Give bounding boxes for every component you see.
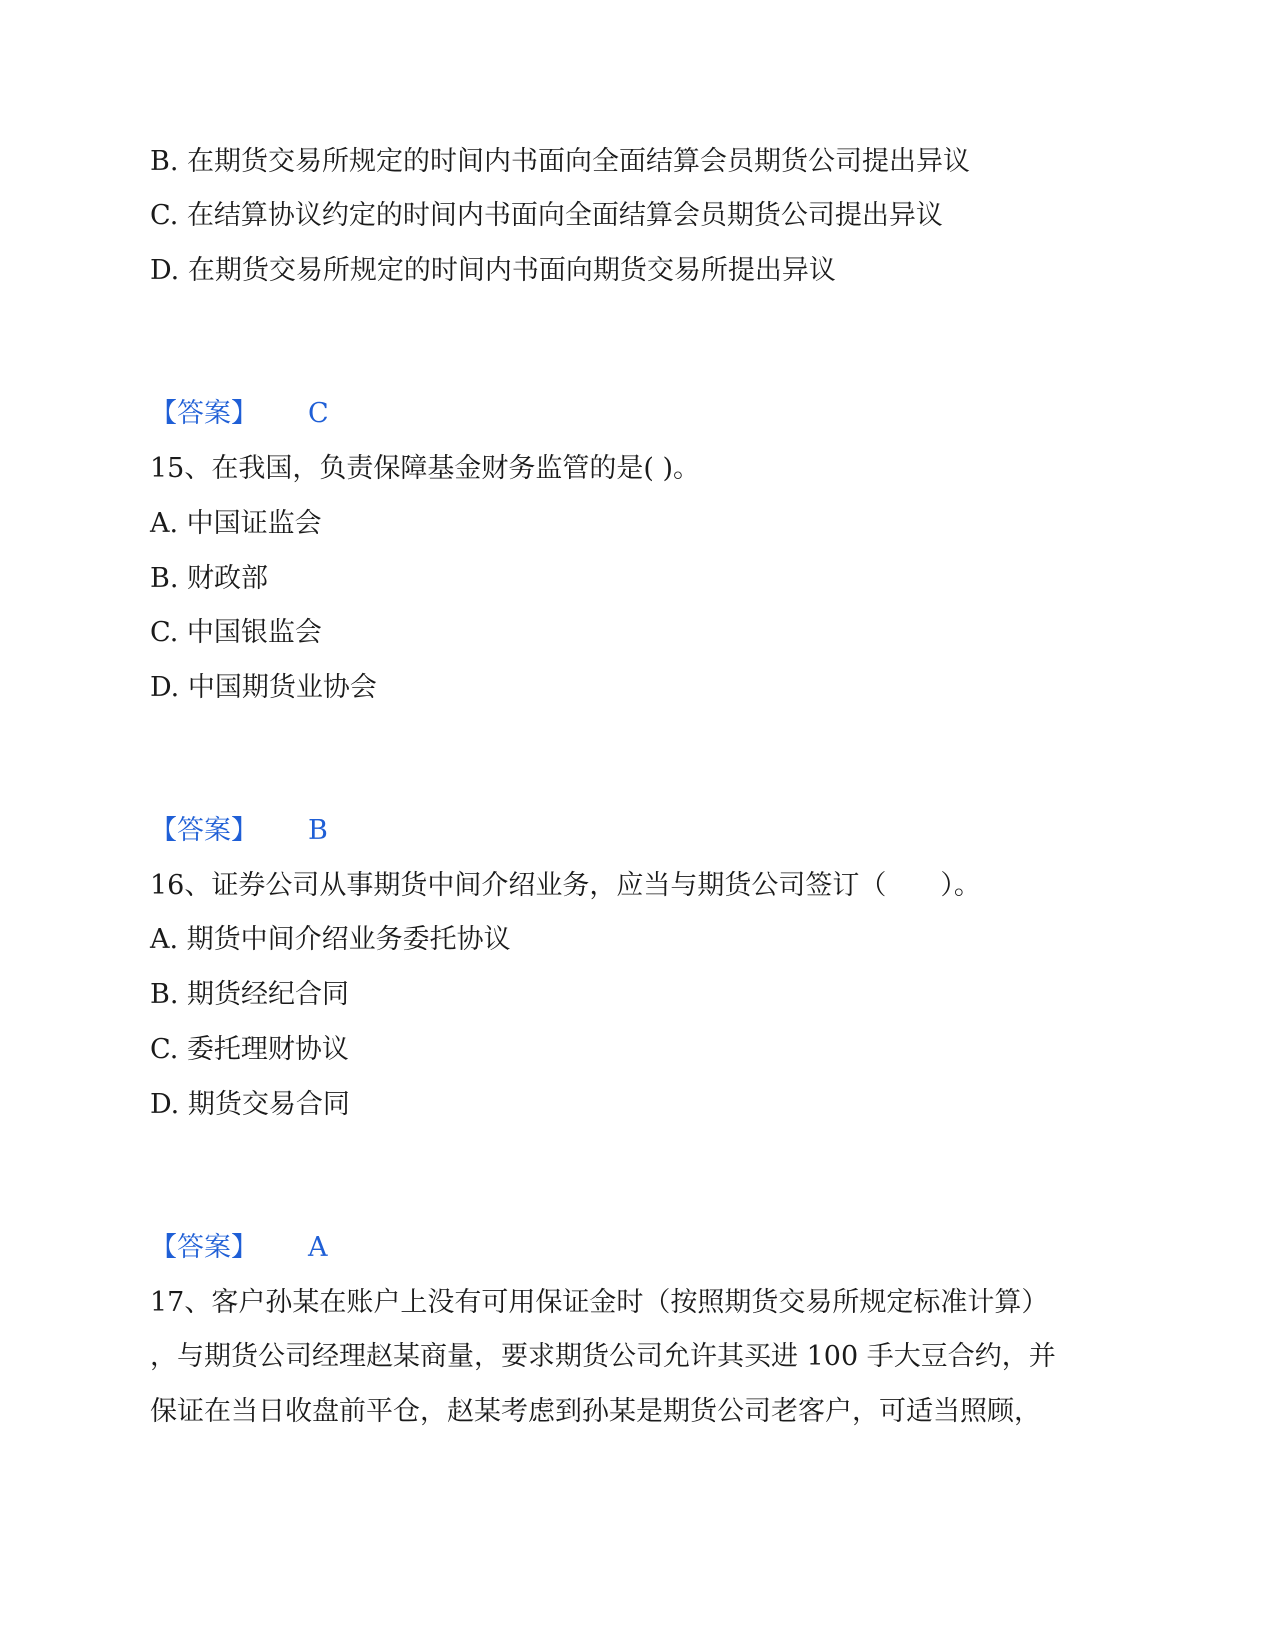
q17-line-1: 17、客户孙某在账户上没有可用保证金时（按照期货交易所规定标准计算） (150, 1287, 1049, 1318)
q16-option-d: D. 期货交易合同 (150, 1089, 350, 1120)
answer-label: 【答案】 (150, 398, 258, 429)
q15-answer (150, 813, 328, 849)
q17-line-3: 保证在当日收盘前平仓，赵某考虑到孙某是期货公司老客户，可适当照顾， (150, 1396, 1041, 1427)
q15-option-d: D. 中国期货业协会 (150, 672, 377, 703)
q16-option-c: C. 委托理财协议 (150, 1034, 349, 1065)
answer-label: 【答案】 (150, 815, 258, 846)
q16-answer (150, 1230, 328, 1266)
q15-option-b: B. 财政部 (150, 563, 269, 594)
q14-option-c: C. 在结算协议约定的时间内书面向全面结算会员期货公司提出异议 (150, 200, 943, 231)
q16-option-b: B. 期货经纪合同 (150, 979, 350, 1010)
q16-option-a: A. 期货中间介绍业务委托协议 (150, 924, 511, 955)
answer-label: 【答案】 (150, 1232, 258, 1263)
q14-option-b: B. 在期货交易所规定的时间内书面向全面结算会员期货公司提出异议 (150, 146, 971, 177)
q15-option-a: A. 中国证监会 (150, 508, 322, 539)
q15-question: 15、在我国，负责保障基金财务监管的是( )。 (150, 453, 701, 484)
answer-value: A (308, 1232, 328, 1263)
q15-option-c: C. 中国银监会 (150, 617, 322, 648)
answer-value: C (308, 398, 329, 429)
q14-option-d: D. 在期货交易所规定的时间内书面向期货交易所提出异议 (150, 255, 836, 286)
q16-question: 16、证券公司从事期货中间介绍业务，应当与期货公司签订（ ）。 (150, 870, 981, 901)
q17-line-2: ，与期货公司经理赵某商量，要求期货公司允许其买进 100 手大豆合约，并 (150, 1341, 1056, 1372)
answer-value: B (308, 815, 328, 846)
q14-answer (150, 396, 329, 432)
